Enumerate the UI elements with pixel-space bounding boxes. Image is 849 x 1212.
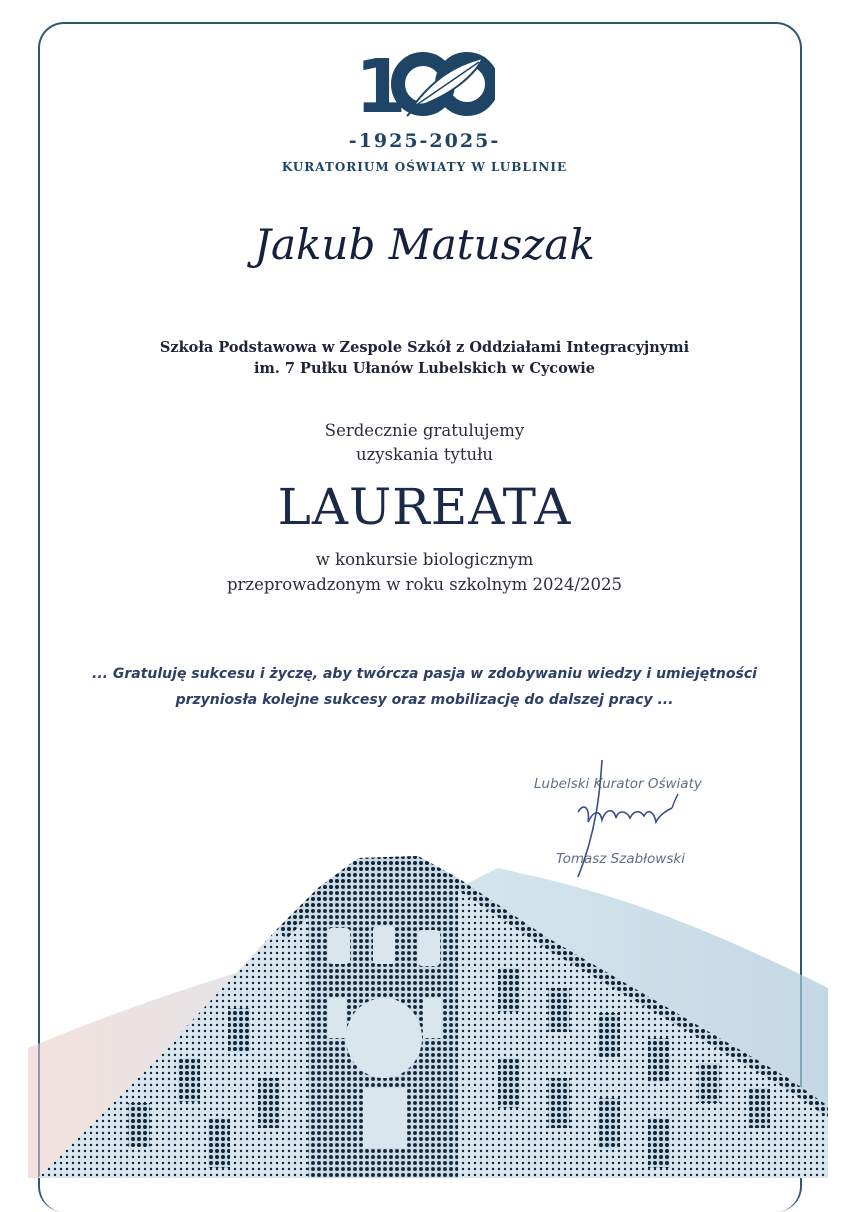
congratulation-line-2: uzyskania tytułu [355,445,494,464]
institution-name: KURATORIUM OŚWIATY W LUBLINIE [281,160,568,174]
wish-line-1: ... Gratuluję sukcesu i życzę, aby twórcza pasja w zdobywaniu wiedzy i umiejętności [92,666,757,682]
competition-line-2: przeprowadzonym w roku szkolnym 2024/2025 [226,575,623,594]
signatory-name: Tomasz Szabłowski [556,851,685,867]
congratulation-line-1: Serdecznie gratulujemy [324,421,525,440]
jubilee-years: -1925-2025- [348,130,501,152]
svg-text:1: 1 [354,44,406,124]
halftone-building-illustration [28,848,828,1178]
award-title: LAUREATA [277,478,572,536]
jubilee-logo [0,44,849,128]
recipient-name: Jakub Matuszak [254,220,595,269]
logo-100-mark [355,44,495,124]
school-line-2: im. 7 Pułku Ułanów Lubelskich w Cycowie [253,360,596,377]
school-line-1: Szkoła Podstawowa w Zespole Szkół z Oddziałami Integracyjnymi [159,339,690,356]
signatory-role: Lubelski Kurator Oświaty [534,776,702,792]
competition-line-1: w konkursie biologicznym [315,550,534,569]
wish-line-2: przyniosła kolejne sukcesy oraz mobilizację do dalszej pracy ... [175,692,674,708]
